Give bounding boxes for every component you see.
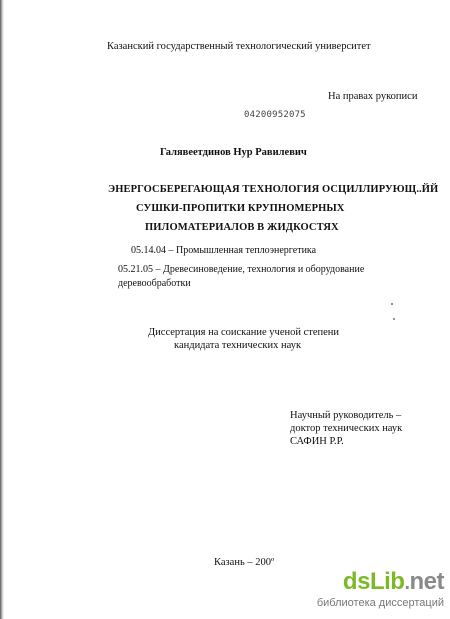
logo-part-dot: . <box>404 572 410 594</box>
supervisor-name: САФИН Р.Р. <box>290 436 344 447</box>
scan-page-edge <box>0 0 4 619</box>
specialty-line-3: деревообработки <box>118 278 191 289</box>
title-line-1: ЭНЕРГОСБЕРЕГАЮЩАЯ ТЕХНОЛОГИЯ ОСЦИЛЛИРУЮЩ..ЙЙ <box>108 184 439 195</box>
dslib-watermark[interactable] <box>312 568 448 616</box>
supervisor-degree: доктор технических наук <box>290 423 403 434</box>
dissertation-degree-line-2: кандидата технических наук <box>174 340 302 351</box>
registration-stamp: 04200952075 <box>244 110 306 120</box>
specialty-line-2: 05.21.05 – Древесиноведение, технология и оборудование <box>118 264 365 275</box>
dslib-subtitle: библиотека диссертаций <box>316 597 444 609</box>
title-line-3: ПИЛОМАТЕРИАЛОВ В ЖИДКОСТЯХ <box>145 222 339 233</box>
author-name: Галявеетдинов Нур Равилевич <box>160 147 307 158</box>
title-line-2: СУШКИ-ПРОПИТКИ КРУПНОМЕРНЫХ <box>136 203 345 214</box>
logo-part-ds: ds <box>342 568 370 595</box>
university-name: Казанский государственный технологический университет <box>107 41 371 52</box>
scan-speck <box>391 303 393 305</box>
logo-part-lib: Lib <box>369 568 405 595</box>
city-year: Казань – 200º <box>214 557 275 568</box>
manuscript-rights-note: На правах рукописи <box>328 91 418 102</box>
scan-speck <box>393 318 395 320</box>
dissertation-degree-line-1: Диссертация на соискание ученой степени <box>148 327 340 338</box>
specialty-line-1: 05.14.04 – Промышленная теплоэнергетика <box>131 245 317 256</box>
supervisor-role: Научный руководитель – <box>290 410 402 421</box>
logo-part-net: net <box>409 568 444 595</box>
dslib-logo <box>343 568 444 596</box>
